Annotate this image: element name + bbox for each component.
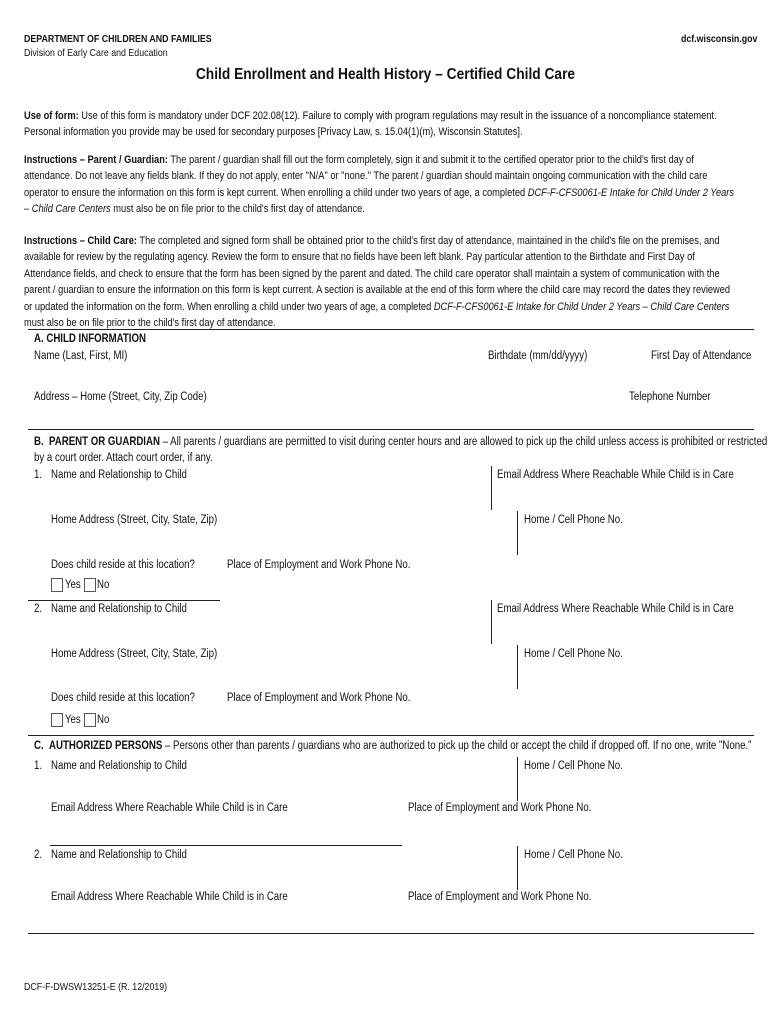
child-name-field[interactable]: Name (Last, First, MI): [34, 350, 128, 362]
yes-label: Yes: [65, 579, 81, 591]
underline: [50, 845, 402, 846]
no-label: No: [97, 579, 110, 591]
person-1-number: 1.: [34, 760, 43, 772]
parent-1-number: 1.: [34, 469, 43, 481]
first-day-field[interactable]: First Day of Attendance: [651, 350, 752, 362]
telephone-field[interactable]: Telephone Number: [629, 391, 711, 403]
person-1-phone-field[interactable]: Home / Cell Phone No.: [524, 760, 623, 772]
divider-line: [517, 757, 518, 801]
instructions-care-paragraph: Instructions – Child Care: The completed and signed form shall be obtained prior to the child's first day of attendance, maintained in the child's file on the premises, and available for review by the regulating agency. Review the form to ensure that no fields have been left blank. Pay particular attention to the Birthdate and First Day of Attendance fields, and check to ensure that the form has been signed by the parent and dated. The child care operator shall maintain a system of communication with the parent / guardian to ensure the information on this form is kept current. A section is available at the end of this form where the child care may record the dates they reviewed or updated the information on the form. When enrolling a child under two years of age, a completed DCF-F-CFS0061-E Intake for Child Under 2 Years – Child Care Centers must also be on file prior to the child's first day of attendance.: [24, 235, 731, 330]
no-label: No: [97, 714, 110, 726]
parent-2-email-field[interactable]: Email Address Where Reachable While Child is in Care: [497, 603, 734, 615]
parent-2-yes-checkbox[interactable]: [51, 713, 63, 727]
section-b-rule: [28, 429, 754, 430]
parent-2-reside-question: Does child reside at this location?: [51, 692, 195, 704]
person-2-employment-field[interactable]: Place of Employment and Work Phone No.: [408, 891, 592, 903]
parent-2-number: 2.: [34, 603, 43, 615]
parent-2-phone-field[interactable]: Home / Cell Phone No.: [524, 648, 623, 660]
instructions-parent-paragraph: Instructions – Parent / Guardian: The parent / guardian shall fill out the form completely, sign it and submit it to the certified operator prior to the child's first day of attendance. Do not leave any fields blank. If they do not apply, enter "N/A" or "none." The parent / guardian should maintain ongoing communication with the child care operator to ensure the information on this form is kept current. When enrolling a child under two years of age, a completed DCF-F-CFS0061-E Intake for Child Under 2 Years – Child Care Centers must also be on file prior to the child's first day of attendance.: [24, 154, 735, 216]
form-title: Child Enrollment and Health History – Certified Child Care: [195, 66, 575, 83]
person-2-email-field[interactable]: Email Address Where Reachable While Child is in Care: [51, 891, 288, 903]
parent-2-no-checkbox[interactable]: [84, 713, 96, 727]
parent-2-employment-field[interactable]: Place of Employment and Work Phone No.: [227, 692, 411, 704]
department-name: DEPARTMENT OF CHILDREN AND FAMILIES: [24, 33, 212, 45]
use-of-form-paragraph: Use of form: Use of this form is mandatory under DCF 202.08(12). Failure to comply with program regulations may result in the issuance of a noncompliance statement. Personal information you provide may be used for secondary purposes [Privacy Law, s. 15.04(1)(m), Wisconsin Statutes].: [24, 110, 717, 139]
birthdate-field[interactable]: Birthdate (mm/dd/yyyy): [488, 350, 588, 362]
underline: [28, 600, 220, 601]
website-text: dcf.wisconsin.gov: [681, 33, 758, 45]
section-b-heading: B. PARENT OR GUARDIAN – All parents / guardians are permitted to visit during center hours and are allowed to pick up the child unless access is prohibited or restricted by a court order. Attach court order, if any.: [34, 436, 768, 464]
divider-line: [491, 600, 492, 644]
parent-1-reside-question: Does child reside at this location?: [51, 559, 195, 571]
parent-1-employment-field[interactable]: Place of Employment and Work Phone No.: [227, 559, 411, 571]
parent-1-no-checkbox[interactable]: [84, 578, 96, 592]
parent-1-name-field[interactable]: Name and Relationship to Child: [51, 469, 187, 481]
person-2-phone-field[interactable]: Home / Cell Phone No.: [524, 849, 623, 861]
person-1-employment-field[interactable]: Place of Employment and Work Phone No.: [408, 802, 592, 814]
section-c-rule: [28, 735, 754, 736]
parent-2-name-field[interactable]: Name and Relationship to Child: [51, 603, 187, 615]
parent-1-phone-field[interactable]: Home / Cell Phone No.: [524, 514, 623, 526]
section-a-heading: A. CHILD INFORMATION: [34, 333, 146, 345]
divider-line: [517, 645, 518, 689]
home-address-field[interactable]: Address – Home (Street, City, Zip Code): [34, 391, 207, 403]
person-1-email-field[interactable]: Email Address Where Reachable While Child is in Care: [51, 802, 288, 814]
divider-line: [517, 846, 518, 890]
section-a-rule: [28, 329, 754, 330]
person-2-number: 2.: [34, 849, 43, 861]
form-id: DCF-F-DWSW13251-E (R. 12/2019): [24, 981, 168, 993]
divider-line: [491, 466, 492, 510]
parent-1-yes-checkbox[interactable]: [51, 578, 63, 592]
person-1-name-field[interactable]: Name and Relationship to Child: [51, 760, 187, 772]
parent-1-email-field[interactable]: Email Address Where Reachable While Child is in Care: [497, 469, 734, 481]
parent-1-home-address-field[interactable]: Home Address (Street, City, State, Zip): [51, 514, 218, 526]
person-2-name-field[interactable]: Name and Relationship to Child: [51, 849, 187, 861]
section-end-rule: [28, 933, 754, 934]
parent-2-home-address-field[interactable]: Home Address (Street, City, State, Zip): [51, 648, 218, 660]
section-c-heading: C. AUTHORIZED PERSONS – Persons other than parents / guardians who are authorized to pick up the child or accept the child if dropped off. If no one, write "None.": [34, 740, 752, 752]
yes-label: Yes: [65, 714, 81, 726]
divider-line: [517, 511, 518, 555]
division-name: Division of Early Care and Education: [24, 47, 168, 59]
